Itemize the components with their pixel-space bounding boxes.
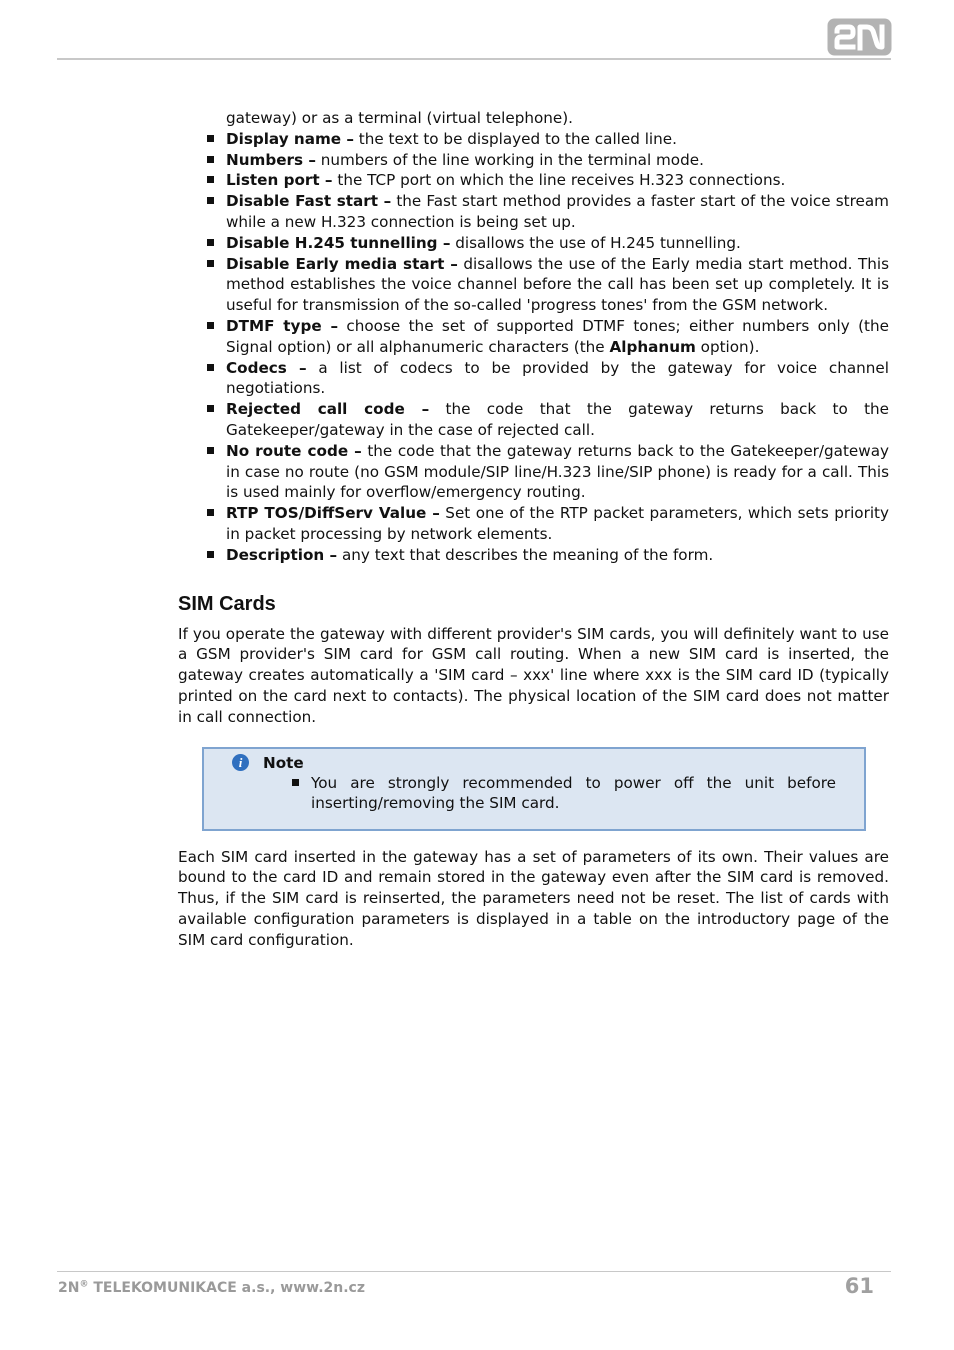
note-box [202,747,866,831]
section-paragraph: Each SIM card inserted in the gateway has a set of parameters of its own. Their values are bound to the card ID and remain stored in the gateway even after the SIM card is removed. Thus, if the SIM card is reinserted, the parameters need not be reset. The list of cards with available configuration parameters is displayed in a table on the introductory page of the SIM card configuration. [178,847,889,949]
list-item: Numbers – numbers of the line working in the terminal mode. [226,150,889,171]
note-title: Note [263,753,304,772]
list-item: Listen port – the TCP port on which the line receives H.323 connections. [226,170,889,191]
list-item-dtmf: DTMF type – choose the set of supported DTMF tones; either numbers only (the Signal option) or all alphanumeric characters (the Alphanum option). [226,316,889,356]
note-item: You are strongly recommended to power off the unit before inserting/removing the SIM card. [311,773,836,813]
note-header [232,755,836,771]
page-content [178,108,889,951]
intro-continuation: gateway) or as a terminal (virtual telephone). [226,109,573,127]
list-item: Description – any text that describes the meaning of the form. [226,545,889,566]
list-item: Disable H.245 tunnelling – disallows the use of H.245 tunnelling. [226,233,889,254]
list-item: Codecs – a list of codecs to be provided by the gateway for voice channel negotiations. [226,358,889,398]
list-item: RTP TOS/DiffServ Value – Set one of the RTP packet parameters, which sets priority in packet processing by network elements. [226,504,889,543]
list-item: No route code – the code that the gateway returns back to the Gatekeeper/gateway in case no route (no GSM module/SIP line/H.323 line/SIP phone) is ready for a call. This is used mainly for overflow/emergency routing. [226,441,889,502]
info-icon: i [232,754,249,771]
note-list [232,773,836,815]
footer-divider [57,1271,891,1272]
list-item: Disable Fast start – the Fast start method provides a faster start of the voice stream while a new H.323 connection is being set up. [226,192,889,231]
page-number: 61 [844,1274,874,1298]
list-item: Disable Early media start – disallows the use of the Early media start method. This method establishes the voice channel before the call has been set up completely. It is useful for transmission of the so-called 'progress tones' from the GSM network. [226,254,889,315]
section-heading: SIM Cards [178,592,276,615]
list-item: Rejected call code – the code that the gateway returns back to the Gatekeeper/gateway in the case of rejected call. [226,400,890,439]
company-logo [827,18,892,56]
section-paragraph: If you operate the gateway with different provider's SIM cards, you will definitely want to use a GSM provider's SIM card for GSM call routing. When a new SIM card is inserted, the gateway creates automatically a 'SIM card – xxx' line where xxx is the SIM card ID (typically printed on the card next to contacts). The physical location of the SIM card does not matter in call connection. [178,624,889,726]
list-item: Display name – the text to be displayed to the called line. [226,129,889,150]
header-divider [57,58,891,60]
footer-company: 2N® TELEKOMUNIKACE a.s., www.2n.cz [58,1279,365,1296]
parameter-list [178,129,889,566]
